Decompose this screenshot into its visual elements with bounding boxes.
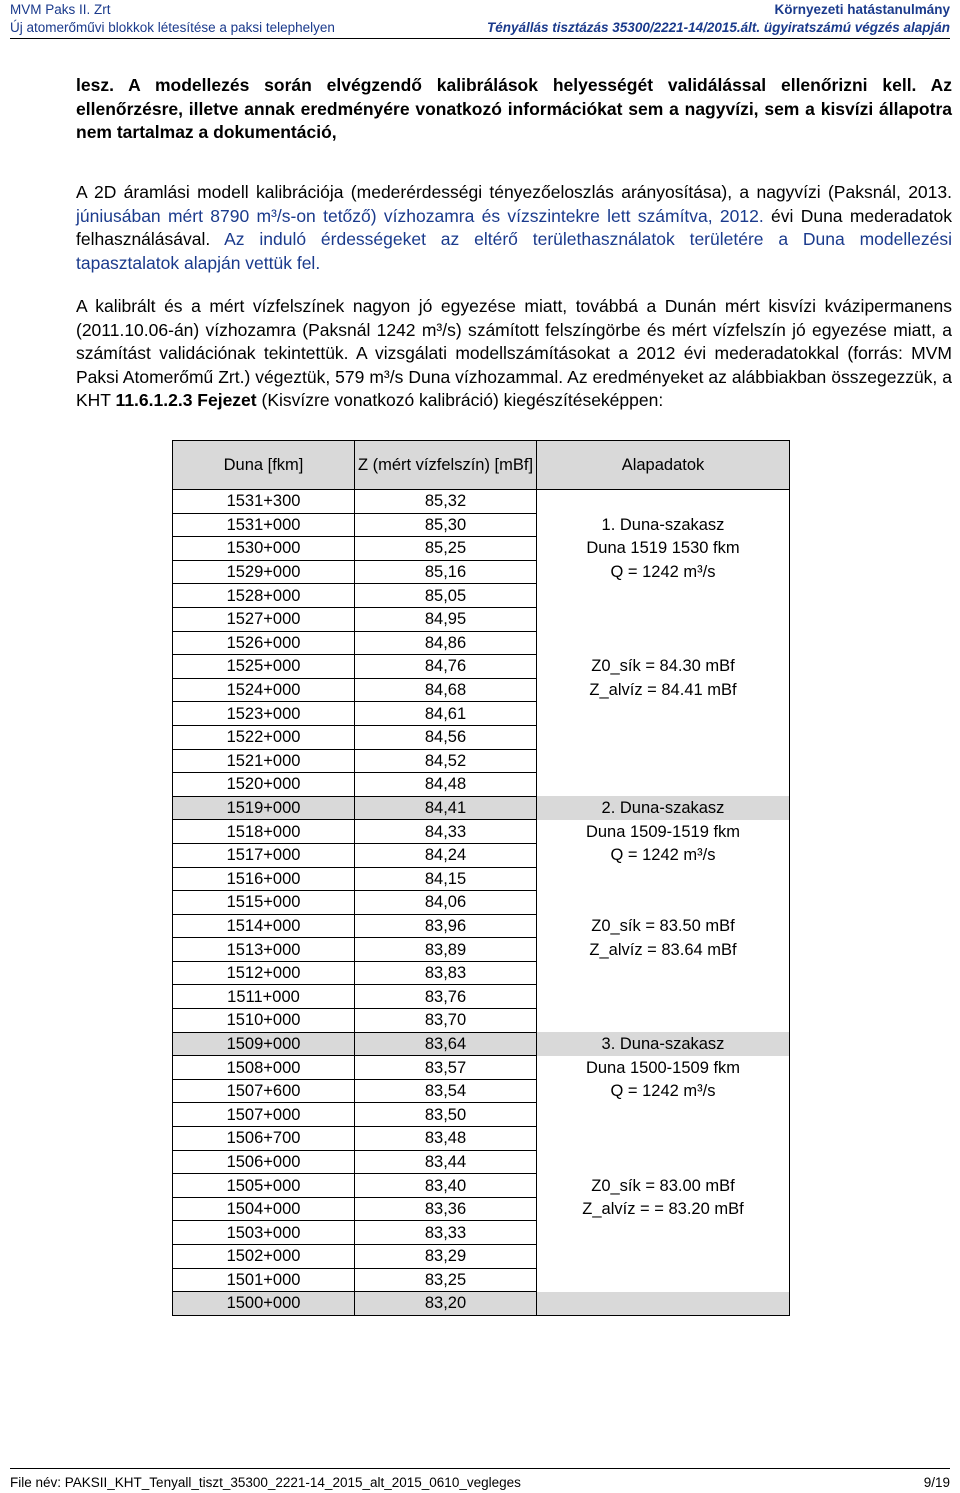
table-row <box>173 1009 790 1033</box>
note-cell: Z0_sík = 83.50 mBf <box>537 914 790 938</box>
z-cell: 83,29 <box>355 1245 537 1269</box>
note-cell: Duna 1519 1530 fkm <box>537 537 790 561</box>
note-cell <box>537 1268 790 1292</box>
z-cell: 83,83 <box>355 961 537 985</box>
z-cell: 83,25 <box>355 1268 537 1292</box>
fkm-cell: 1506+000 <box>173 1150 355 1174</box>
note-cell <box>537 1292 790 1316</box>
table-row <box>173 1032 790 1056</box>
fkm-cell: 1512+000 <box>173 961 355 985</box>
table-row <box>173 584 790 608</box>
table-row <box>173 537 790 561</box>
z-cell: 84,33 <box>355 820 537 844</box>
table-row <box>173 678 790 702</box>
z-cell: 83,89 <box>355 938 537 962</box>
note-cell <box>537 985 790 1009</box>
fkm-cell: 1525+000 <box>173 655 355 679</box>
z-cell: 83,76 <box>355 985 537 1009</box>
table-row <box>173 1150 790 1174</box>
fkm-cell: 1500+000 <box>173 1292 355 1316</box>
footer-file-name: File név: PAKSII_KHT_Tenyall_tiszt_35300_2221-14_2015_alt_2015_0610_vegleges <box>10 1475 521 1490</box>
note-cell <box>537 891 790 915</box>
z-cell: 85,32 <box>355 490 537 514</box>
note-cell <box>537 1009 790 1033</box>
z-cell: 83,57 <box>355 1056 537 1080</box>
note-cell: Duna 1509-1519 fkm <box>537 820 790 844</box>
p2-text-1: A kalibrált és a mért vízfelszínek nagyon jó egyezése miatt, továbbá a Dunán mért kisvízi kvázipermanens (2011.10.06-án) vízhozamra (Paksnál 1242 m³/s) számított felszíngörbe és mért vízfelszín jó egyezése miatt, a számítást validációnak tekintettük. A vizsgálati modellszámításokat a 2012 évi mederadatokkal (forrás: MVM Paksi Atomerőmű Zrt.) végeztük, 579 m³/s Duna vízhozammal. Az eredményeket az alábbiakban összegezzük, a KHT <box>76 296 952 411</box>
z-cell: 83,40 <box>355 1174 537 1198</box>
note-cell: Q = 1242 m³/s <box>537 1079 790 1103</box>
fkm-cell: 1504+000 <box>173 1197 355 1221</box>
fkm-cell: 1501+000 <box>173 1268 355 1292</box>
table-row <box>173 1197 790 1221</box>
note-cell: Duna 1500-1509 fkm <box>537 1056 790 1080</box>
z-cell: 85,05 <box>355 584 537 608</box>
z-cell: 83,20 <box>355 1292 537 1316</box>
table-row <box>173 914 790 938</box>
calibration-paragraph <box>76 181 952 275</box>
note-cell <box>537 1103 790 1127</box>
note-cell: Z0_sík = 83.00 mBf <box>537 1174 790 1198</box>
table-row <box>173 1127 790 1151</box>
fkm-cell: 1520+000 <box>173 773 355 797</box>
fkm-cell: 1511+000 <box>173 985 355 1009</box>
table-row <box>173 1292 790 1316</box>
col-header-z: Z (mért vízfelszín) [mBf] <box>355 441 537 490</box>
note-cell <box>537 1150 790 1174</box>
fkm-cell: 1509+000 <box>173 1032 355 1056</box>
fkm-cell: 1518+000 <box>173 820 355 844</box>
table-row <box>173 773 790 797</box>
table-row <box>173 490 790 514</box>
fkm-cell: 1507+000 <box>173 1103 355 1127</box>
table-row <box>173 961 790 985</box>
note-cell <box>537 1127 790 1151</box>
fkm-cell: 1529+000 <box>173 560 355 584</box>
note-cell: 3. Duna-szakasz <box>537 1032 790 1056</box>
table-row <box>173 749 790 773</box>
note-cell: 2. Duna-szakasz <box>537 796 790 820</box>
col-header-alapadatok: Alapadatok <box>537 441 790 490</box>
note-cell <box>537 867 790 891</box>
note-cell: Z0_sík = 84.30 mBf <box>537 655 790 679</box>
table-row <box>173 725 790 749</box>
note-cell <box>537 631 790 655</box>
z-cell: 84,86 <box>355 631 537 655</box>
fkm-cell: 1502+000 <box>173 1245 355 1269</box>
page-footer <box>10 1468 950 1493</box>
table-row <box>173 796 790 820</box>
note-cell <box>537 584 790 608</box>
z-cell: 84,06 <box>355 891 537 915</box>
fkm-cell: 1521+000 <box>173 749 355 773</box>
note-cell <box>537 1221 790 1245</box>
table-row <box>173 1079 790 1103</box>
col-header-fkm: Duna [fkm] <box>173 441 355 490</box>
note-cell <box>537 961 790 985</box>
note-cell <box>537 490 790 514</box>
table-row <box>173 1221 790 1245</box>
fkm-cell: 1505+000 <box>173 1174 355 1198</box>
table-row <box>173 631 790 655</box>
z-cell: 83,54 <box>355 1079 537 1103</box>
z-cell: 84,52 <box>355 749 537 773</box>
table-row <box>173 560 790 584</box>
table-row <box>173 1056 790 1080</box>
z-cell: 83,33 <box>355 1221 537 1245</box>
z-cell: 85,30 <box>355 513 537 537</box>
fkm-cell: 1508+000 <box>173 1056 355 1080</box>
z-cell: 84,56 <box>355 725 537 749</box>
z-cell: 84,68 <box>355 678 537 702</box>
z-cell: 84,15 <box>355 867 537 891</box>
p1-text-2: júniusában mért 8790 m³/s-on tetőző) vízhozamra és vízszintekre lett számítva, 2012. <box>76 205 764 226</box>
intro-paragraph: lesz. A modellezés során elvégzendő kalibrálások helyességét validálással ellenőrizni kell. Az ellenőrzésre, illetve annak eredményére vonatkozó információkat sem a nagyvízi, sem a kisvízi állapotra nem tartalmaz a dokumentáció, <box>76 75 952 143</box>
z-cell: 83,50 <box>355 1103 537 1127</box>
fkm-cell: 1528+000 <box>173 584 355 608</box>
validation-paragraph <box>76 295 952 413</box>
header-company: MVM Paks II. Zrt <box>10 2 111 17</box>
fkm-cell: 1516+000 <box>173 867 355 891</box>
z-cell: 84,95 <box>355 607 537 631</box>
fkm-cell: 1506+700 <box>173 1127 355 1151</box>
z-cell: 83,44 <box>355 1150 537 1174</box>
z-cell: 84,24 <box>355 843 537 867</box>
water-level-table <box>172 440 790 1316</box>
table-row <box>173 820 790 844</box>
z-cell: 83,64 <box>355 1032 537 1056</box>
table-row <box>173 891 790 915</box>
header-project: Új atomerőművi blokkok létesítése a paksi telephelyen <box>10 20 335 35</box>
note-cell: Q = 1242 m³/s <box>537 843 790 867</box>
table-row <box>173 655 790 679</box>
z-cell: 84,41 <box>355 796 537 820</box>
table-row <box>173 867 790 891</box>
fkm-cell: 1510+000 <box>173 1009 355 1033</box>
fkm-cell: 1531+300 <box>173 490 355 514</box>
note-cell: 1. Duna-szakasz <box>537 513 790 537</box>
fkm-cell: 1524+000 <box>173 678 355 702</box>
fkm-cell: 1503+000 <box>173 1221 355 1245</box>
z-cell: 83,96 <box>355 914 537 938</box>
table-row <box>173 1268 790 1292</box>
z-cell: 83,70 <box>355 1009 537 1033</box>
note-cell <box>537 725 790 749</box>
header-reference: Tényállás tisztázás 35300/2221-14/2015.ált. ügyiratszámú végzés alapján <box>486 20 950 35</box>
z-cell: 84,61 <box>355 702 537 726</box>
fkm-cell: 1530+000 <box>173 537 355 561</box>
note-cell <box>537 749 790 773</box>
fkm-cell: 1514+000 <box>173 914 355 938</box>
table-header-row <box>173 441 790 490</box>
table-row <box>173 1103 790 1127</box>
z-cell: 85,16 <box>355 560 537 584</box>
note-cell <box>537 702 790 726</box>
fkm-cell: 1522+000 <box>173 725 355 749</box>
page-header <box>10 0 950 39</box>
fkm-cell: 1527+000 <box>173 607 355 631</box>
fkm-cell: 1513+000 <box>173 938 355 962</box>
note-cell: Z_alvíz = 83.64 mBf <box>537 938 790 962</box>
z-cell: 83,36 <box>355 1197 537 1221</box>
p1-text-3: évi Duna mederadatok felhasználásával. <box>76 205 952 250</box>
z-cell: 83,48 <box>355 1127 537 1151</box>
note-cell <box>537 607 790 631</box>
note-cell <box>537 1245 790 1269</box>
fkm-cell: 1523+000 <box>173 702 355 726</box>
table-row <box>173 513 790 537</box>
table-row <box>173 938 790 962</box>
table-row <box>173 607 790 631</box>
table-row <box>173 843 790 867</box>
fkm-cell: 1531+000 <box>173 513 355 537</box>
fkm-cell: 1526+000 <box>173 631 355 655</box>
p2-text-2: (Kisvízre vonatkozó kalibráció) kiegészítéseképpen: <box>256 390 664 411</box>
note-cell: Z_alvíz = 84.41 mBf <box>537 678 790 702</box>
p2-chapter-ref: 11.6.1.2.3 Fejezet <box>115 390 257 411</box>
table-row <box>173 702 790 726</box>
p1-text-4: Az induló érdességeket az eltérő területhasználatok területére a Duna modellezési tapasztalatok alapján vettük fel. <box>76 229 952 273</box>
note-cell <box>537 773 790 797</box>
z-cell: 84,48 <box>355 773 537 797</box>
p1-text-1: A 2D áramlási modell kalibrációja (mederérdességi tényezőeloszlás arányosítása), a nagyvízi (Paksnál, 2013. <box>76 182 952 202</box>
header-doc-type: Környezeti hatástanulmány <box>774 2 950 17</box>
fkm-cell: 1515+000 <box>173 891 355 915</box>
note-cell: Q = 1242 m³/s <box>537 560 790 584</box>
fkm-cell: 1507+600 <box>173 1079 355 1103</box>
table-row <box>173 985 790 1009</box>
z-cell: 84,76 <box>355 655 537 679</box>
footer-page-number: 9/19 <box>923 1475 950 1490</box>
table-row <box>173 1245 790 1269</box>
note-cell: Z_alvíz = = 83.20 mBf <box>537 1197 790 1221</box>
fkm-cell: 1517+000 <box>173 843 355 867</box>
fkm-cell: 1519+000 <box>173 796 355 820</box>
table-row <box>173 1174 790 1198</box>
z-cell: 85,25 <box>355 537 537 561</box>
